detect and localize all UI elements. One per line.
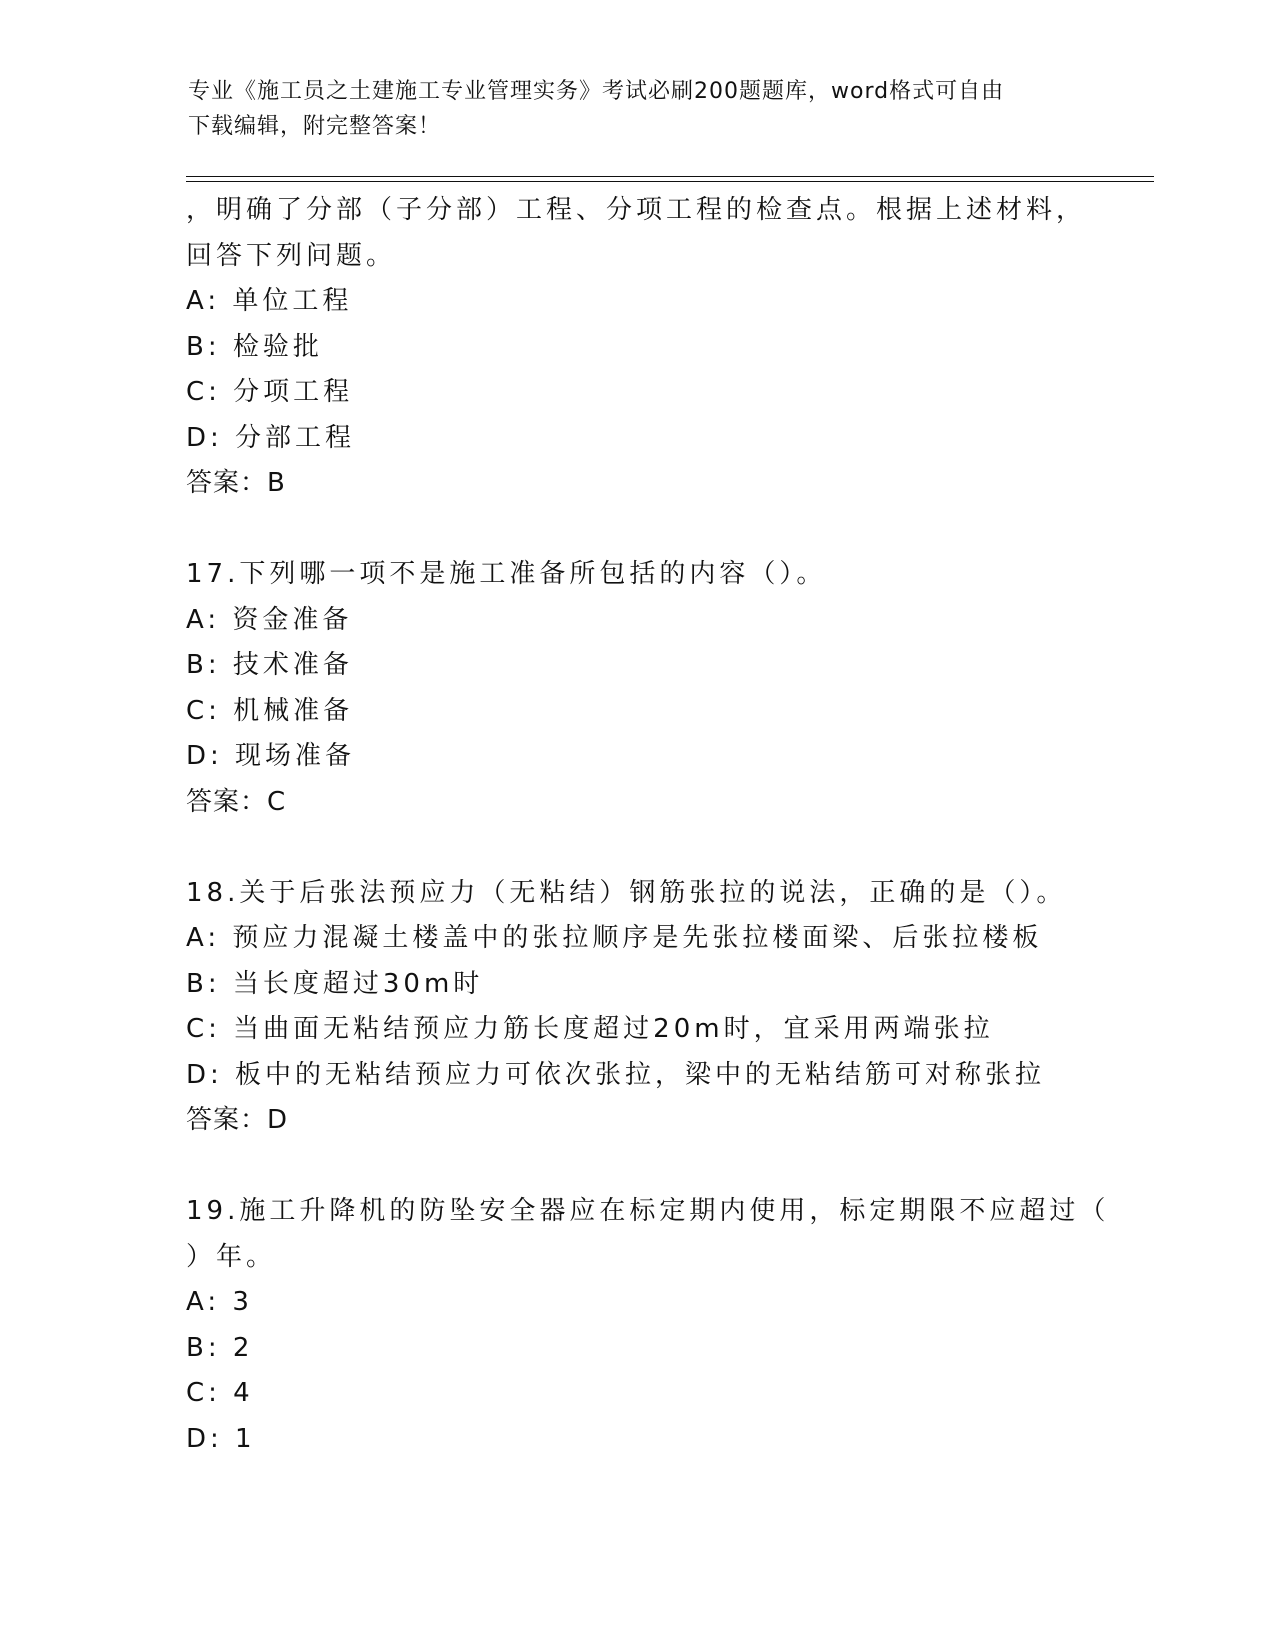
option-b: B: 技术准备 [186, 650, 353, 680]
question-stem: 17.下列哪一项不是施工准备所包括的内容（）。 [186, 559, 827, 589]
question-stem: 18.关于后张法预应力（无粘结）钢筋张拉的说法，正确的是（）。 [186, 877, 1067, 908]
spacer [186, 507, 1086, 553]
header-divider-bottom [186, 181, 1154, 182]
option-d: D: 分部工程 [186, 422, 356, 453]
header-divider-top [186, 176, 1154, 177]
question-18 [186, 871, 1086, 1144]
question-stem: ）年。 [186, 1241, 277, 1272]
option-d: D: 1 [186, 1423, 256, 1454]
question-16 [186, 188, 1086, 507]
spacer [186, 1144, 1086, 1190]
question-17 [186, 552, 1086, 825]
answer: 答案：B [186, 468, 286, 498]
option-a: A: 预应力混凝土楼盖中的张拉顺序是先张拉楼面梁、后张拉楼板 [186, 923, 1043, 953]
option-c: C: 当曲面无粘结预应力筋长度超过20m时，宜采用两端张拉 [186, 1014, 994, 1044]
option-c: C: 分项工程 [186, 377, 354, 407]
header-title-line-1: 专业《施工员之土建施工专业管理实务》考试必刷200题题库，word格式可自由 [188, 79, 1005, 104]
option-a: A: 单位工程 [186, 286, 353, 316]
document-header [188, 74, 1068, 144]
question-stem: 19.施工升降机的防坠安全器应在标定期内使用，标定期限不应超过（ [186, 1196, 1110, 1226]
question-stem: ，明确了分部（子分部）工程、分项工程的检查点。根据上述材料， [186, 195, 1087, 225]
option-b: B: 当长度超过30m时 [186, 968, 484, 999]
option-b: B: 检验批 [186, 331, 323, 362]
option-a: A: 3 [186, 1287, 253, 1317]
question-19 [186, 1189, 1110, 1462]
option-c: C: 4 [186, 1378, 254, 1408]
answer: 答案：C [186, 786, 287, 817]
option-d: D: 现场准备 [186, 741, 356, 771]
question-list [186, 188, 1110, 1462]
option-b: B: 2 [186, 1332, 254, 1363]
answer: 答案：D [186, 1105, 289, 1135]
option-c: C: 机械准备 [186, 695, 354, 726]
question-stem: 回答下列问题。 [186, 240, 397, 271]
spacer [186, 825, 1086, 871]
header-title-line-2: 下载编辑，附完整答案！ [188, 114, 442, 139]
option-a: A: 资金准备 [186, 604, 353, 635]
option-d: D: 板中的无粘结预应力可依次张拉，梁中的无粘结筋可对称张拉 [186, 1059, 1046, 1090]
